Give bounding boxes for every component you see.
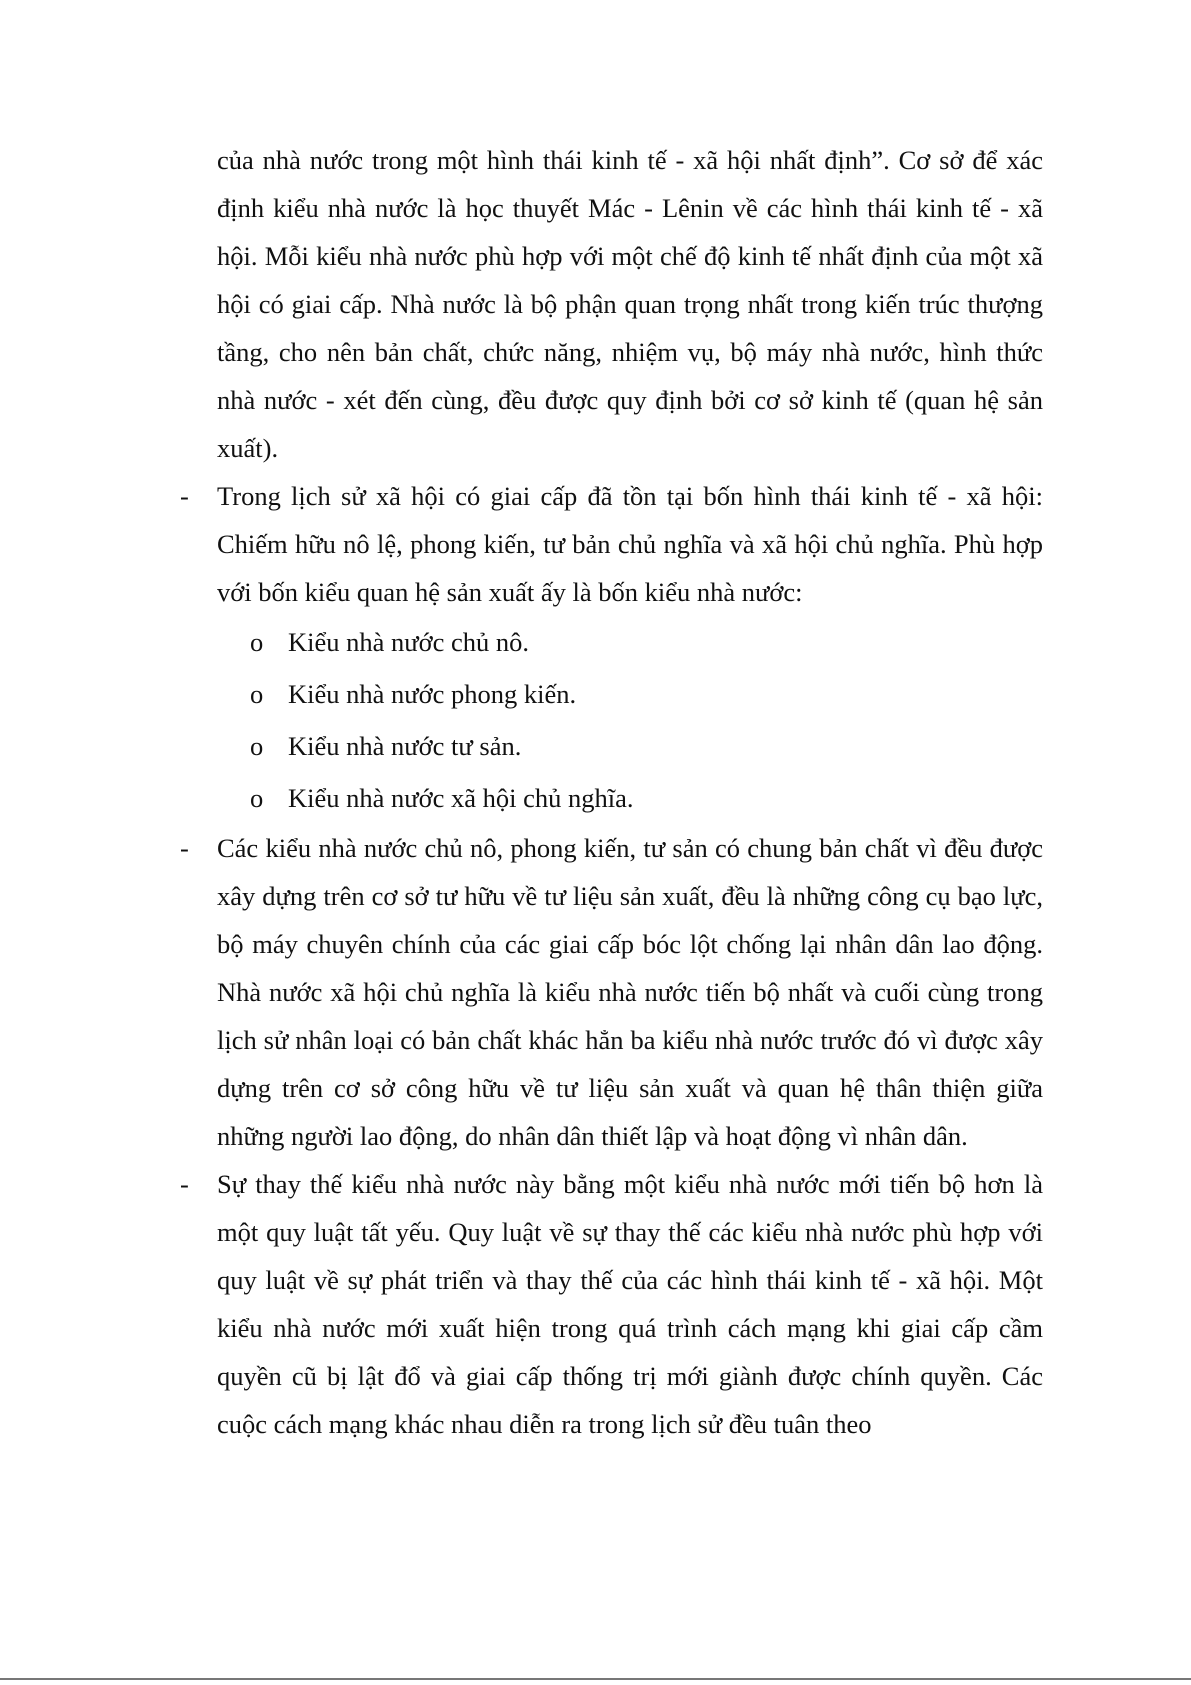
circle-bullet-marker: o [250,731,264,761]
bullet-marker: - [180,833,189,863]
bullet-text: Trong lịch sử xã hội có giai cấp đã tồn tại bốn hình thái kinh tế - xã hội: Chiếm hữu nô lệ, phong kiến, tư bản chủ nghĩa và xã hội chủ nghĩa. Phù hợp với bốn kiểu quan hệ sản xuất ấy là bốn kiểu nhà nước: [217,481,1043,607]
page-bottom-divider [0,1678,1191,1680]
sub-item-text: Kiểu nhà nước phong kiến. [288,679,577,709]
sub-list-item [250,772,1191,824]
circle-bullet-marker: o [250,783,264,813]
bullet-text: Các kiểu nhà nước chủ nô, phong kiến, tư sản có chung bản chất vì đều được xây dựng trên cơ sở tư hữu về tư liệu sản xuất, đều là những công cụ bạo lực, bộ máy chuyên chính của các giai cấp bóc lột chống lại nhân dân lao động. Nhà nước xã hội chủ nghĩa là kiểu nhà nước tiến bộ nhất và cuối cùng trong lịch sử nhân loại có bản chất khác hẳn ba kiểu nhà nước trước đó vì được xây dựng trên cơ sở công hữu về tư liệu sản xuất và quan hệ thân thiện giữa những người lao động, do nhân dân thiết lập và hoạt động vì nhân dân. [217,833,1043,1151]
page-content [0,136,1191,1448]
bullet-marker: - [180,1169,189,1199]
sub-item-text: Kiểu nhà nước xã hội chủ nghĩa. [288,783,634,813]
sub-list-item [250,720,1191,772]
bullet-marker: - [180,481,189,511]
circle-bullet-marker: o [250,679,264,709]
circle-bullet-marker: o [250,627,264,657]
state-types-list [250,616,1191,824]
bullet-item-1 [180,472,1043,616]
intro-paragraph: của nhà nước trong một hình thái kinh tế - xã hội nhất định”. Cơ sở để xác định kiểu nhà nước là học thuyết Mác - Lênin về các hình thái kinh tế - xã hội. Mỗi kiểu nhà nước phù hợp với một chế độ kinh tế nhất định của một xã hội có giai cấp. Nhà nước là bộ phận quan trọng nhất trong kiến trúc thượng tầng, cho nên bản chất, chức năng, nhiệm vụ, bộ máy nhà nước, hình thức nhà nước - xét đến cùng, đều được quy định bởi cơ sở kinh tế (quan hệ sản xuất). [217,145,1043,463]
sub-item-text: Kiểu nhà nước tư sản. [288,731,522,761]
bullet-text: Sự thay thế kiểu nhà nước này bằng một kiểu nhà nước mới tiến bộ hơn là một quy luật tất yếu. Quy luật về sự thay thế các kiểu nhà nước phù hợp với quy luật về sự phát triển và thay thế của các hình thái kinh tế - xã hội. Một kiểu nhà nước mới xuất hiện trong quá trình cách mạng khi giai cấp cầm quyền cũ bị lật đổ và giai cấp thống trị mới giành được chính quyền. Các cuộc cách mạng khác nhau diễn ra trong lịch sử đều tuân theo [217,1169,1043,1439]
bullet-item-2 [180,824,1043,1160]
sub-list-item [250,616,1191,668]
bullet-item-3 [180,1160,1043,1448]
sub-item-text: Kiểu nhà nước chủ nô. [288,627,530,657]
sub-list-item [250,668,1191,720]
